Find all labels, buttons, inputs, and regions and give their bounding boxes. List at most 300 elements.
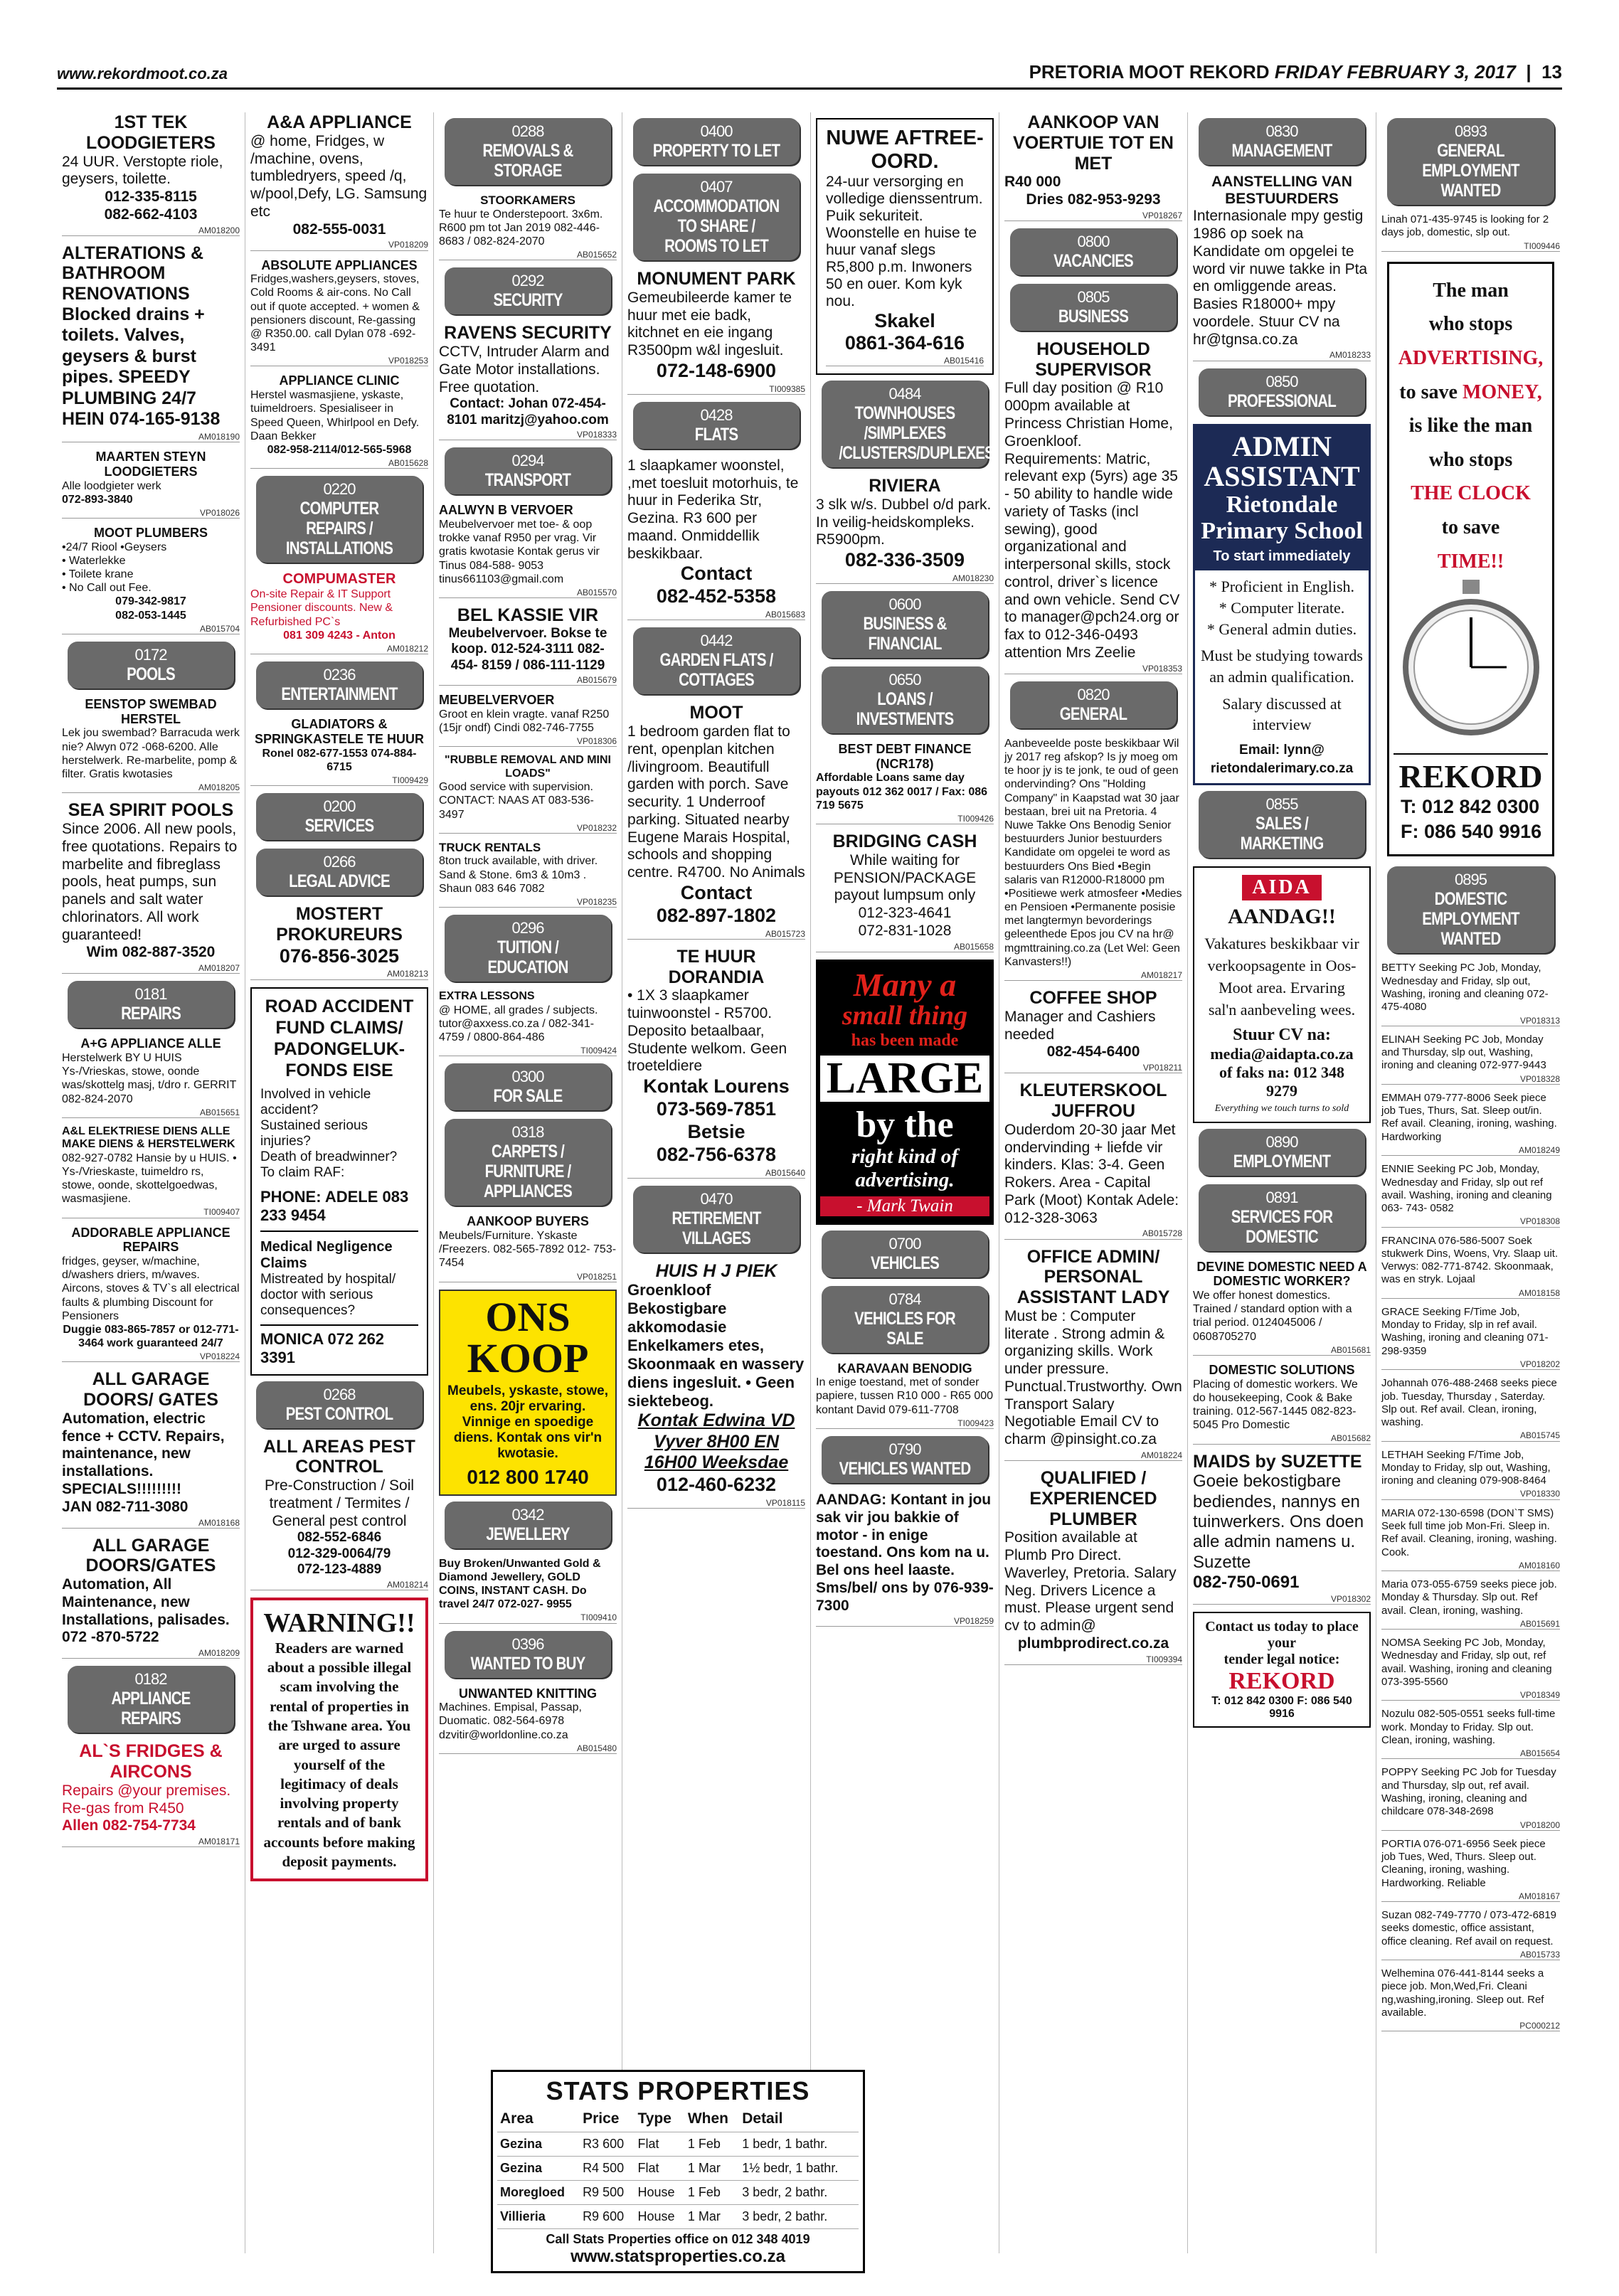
ad-website[interactable]: www.statsproperties.co.za [570,2247,785,2266]
ad-code: AB015691 [1381,1619,1560,1630]
ad-phone: 072-148-6900 [656,359,777,381]
ad-code: AB015654 [1381,1748,1560,1759]
ad-line: To start immediately [1213,548,1351,565]
section-title: VACANCIES [1053,250,1133,271]
ad-phone: MONICA 072 262 3391 [260,1329,385,1366]
ad-title: NUWE AFTREE-OORD. [826,127,984,173]
ad-body: @ home, Fridges, w /machine, ovens, tumbledryers, speed /q, w/pool,Defy, LG. Samsung etc [250,132,428,220]
section-number: 0895 [1455,871,1487,889]
ad-title: BEL KASSIE VIR [457,605,599,626]
column-header: Price [580,2106,635,2132]
ad-code: VP018308 [1381,1216,1560,1227]
classified-ad [1004,112,1182,221]
ad-website[interactable]: plumbprodirect.co.za [1017,1635,1169,1652]
ad-body: 1 slaapkamer woonstel, ,met toesluit motorhuis, te huur in Federika Str, Gezina. R3 600 per maand. Onmiddellik beskikbaar. [627,457,799,562]
ad-contact: Betsie [687,1120,745,1142]
ad-body: Goeie bekostigbare bediendes, nannys en tuinwerkers. Ons doen alle admin namens u. Suzette [1193,1472,1364,1572]
section-number: 0300 [511,1068,544,1086]
ad-phone: Allen 082-754-7734 [62,1817,196,1834]
table-cell: 1 bedr, 1 bathr. [739,2132,859,2157]
ad-body: Placing of domestic workers. We do housekeeping, Cook & Bake training. 012-567-1445 082-823-5045 Pro Domestic [1193,1378,1358,1432]
ad-title: DOMESTIC SOLUTIONS [1209,1362,1355,1377]
classified-ad [627,947,805,1179]
ad-title: KLEUTERSKOOL JUFFROU [1019,1080,1167,1122]
ad-title: MEUBELVERVOER [439,693,555,708]
ad-code: AM018224 [1004,1450,1182,1461]
classified-ad [62,450,240,519]
classifieds-columns [57,112,1565,2253]
rekord-contact-ad [1193,1612,1371,1728]
ad-title: BEST DEBT FINANCE (NCR178) [838,742,972,771]
ad-code: TI009424 [439,1046,617,1056]
ad-body: EMMAH 079-777-8006 Seek piece job Tues, Thurs, Sat. Sleep out/in. Ref avail. Cleaning, ironing, washing. Hardworking [1381,1091,1557,1143]
ad-code: VP018353 [1004,664,1182,674]
column-3 [434,112,622,2253]
ad-title: COMPUMASTER [282,571,396,588]
table-cell: 1 Mar [685,2205,739,2229]
table-header [497,2106,859,2132]
section-number: 0182 [134,1670,167,1689]
ad-code: VP018253 [250,356,428,366]
section-heading-security [445,267,611,314]
admin-assistant-ad [1193,424,1371,786]
classified-ad [1004,1468,1182,1665]
ad-contact: Contact: Johan 072-454-8101 maritzj@yahoo.com [447,396,609,427]
section-title: EMPLOYMENT [1233,1151,1331,1171]
ad-code: TI009429 [250,775,428,786]
table-cell: 1 Feb [685,2132,739,2157]
ad-body: Fridges,washers,geysers, stoves, Cold Rooms & air-cons. No Call out if quote accepted. + women & pensioners discount, Re-gassing @ R350.00. call Dylan 078 -692-3491 [250,273,420,354]
ad-body: Meubels/Furniture. Yskaste /Freezers. 082-565-7892 012- 753-7454 [439,1229,617,1270]
ad-code: VP018209 [250,240,428,250]
warning-body: Readers are warned about a possible illegal scam involving the rental of properties in the Tshwane area. You are urged to assure yourself of the legitimacy of deals involving property rentals and of bank accounts before making deposit payments. [263,1639,415,1871]
ad-phone: JAN 082-711-3080 [62,1498,189,1515]
section-number: 0790 [888,1440,921,1458]
section-number: 0172 [134,646,167,664]
ad-title: MOSTERT PROKUREURS [276,904,403,945]
ad-title: 1ST TEK LOODGIETERS [86,112,216,153]
section-title: TRANSPORT [484,470,571,491]
ad-code: AM018168 [62,1518,240,1529]
section-heading-townhouses [822,381,994,467]
ad-body: FRANCINA 076-586-5007 Soek stukwerk Dins, Woens, Vry. Slaap uit. Verwys: 082-771-8742. Skoonmaak, was en stryk. Lojaal [1381,1234,1559,1286]
section-heading-loans [822,666,988,733]
classified-ad [62,1536,240,1659]
site-url[interactable]: www.rekordmoot.co.za [57,65,228,83]
table-cell: R9 500 [580,2181,635,2205]
ad-code: AB015651 [62,1107,240,1118]
ad-code: VP018026 [62,508,240,519]
ad-body: AANDAG: Kontant in jou sak vir jou bakkie of motor - in enige toestand. Ons kom na u. Bel ons heel laaste. Sms/bel/ ons by 076-939-7300 [816,1491,994,1614]
column-1 [57,112,245,2253]
ad-title: MAIDS by SUZETTE [1193,1451,1362,1472]
ad-code: VP018313 [1381,1016,1560,1026]
ad-line: Stuur CV na: [1233,1025,1331,1044]
column-header: Area [497,2106,580,2132]
ad-phone: Dries 082-953-9293 [1026,191,1161,208]
ad-code: VP018200 [1381,1820,1560,1831]
ad-title: QUALIFIED / EXPERIENCED PLUMBER [1029,1468,1157,1529]
ad-contact: Contact [680,881,753,903]
mark-twain-ad [816,960,994,1225]
ad-body: Position available at Plumb Pro Direct. Waverley, Pretoria. Salary Neg. Drivers Licence a must. Please urgent send cv to admin@ [1004,1529,1177,1635]
ad-phone: Duggie 083-865-7857 or 012-771-3464 work guaranteed 24/7 [63,1323,239,1350]
section-heading-vehicles [822,1231,988,1277]
ad-body: Machines. Empisal, Passap, Duomatic. 082-564-6978 dzvitir@worldonline.co.za [439,1701,582,1741]
ad-phone: T: 012 842 0300 [1401,796,1540,818]
list-item [1381,962,1560,1026]
ad-line: Must be studying towards an admin qualification. [1201,647,1363,686]
section-heading-vehicles-for-sale [822,1286,988,1353]
ad-line: * Computer literate. [1219,599,1345,617]
ad-title: MONUMENT PARK [637,269,796,289]
section-heading-employment [1199,1129,1365,1176]
ad-body: 082-927-0782 Hansie by u HUIS. • Ys-/Vrieskaste, tuimeldro rs, stowe, oonde, skottelgoedwas, wasmasjiene. [62,1152,237,1206]
classified-ad [1193,1260,1371,1356]
ad-code: VP018330 [1381,1489,1560,1499]
list-item [1381,1449,1560,1500]
classified-ad [439,1557,617,1624]
classified-ad [62,112,240,236]
ad-body: Manager and Cashiers needed [1004,1008,1156,1043]
ad-phone: 079-342-9817 082-053-1445 [115,595,186,622]
ad-code: VP018259 [816,1616,994,1627]
ad-phone: Wim 082-887-3520 [86,944,216,961]
section-heading-garden-flats [633,627,800,694]
ad-code: AB015416 [826,356,984,366]
ad-body: In enige toestand, met of sonder papiere, tussen R10 000 - R65 000 kontant David 079-611-7708 [816,1376,994,1416]
list-item [1381,1306,1560,1370]
column-7 [1188,112,1376,2253]
stats-properties-ad [491,2070,865,2273]
classified-ad [1004,1247,1182,1462]
ad-body: Good service with supervision. CONTACT: NAAS AT 083-536-3497 [439,781,594,821]
section-number: 0484 [888,385,921,403]
ad-body: Repairs @your premises. Re-gas from R450 [62,1782,231,1817]
ad-code: TI009407 [62,1207,240,1218]
ad-fax: of faks na: 012 348 9279 [1219,1063,1344,1100]
ad-line: To claim RAF: [260,1164,345,1180]
section-number: 0220 [323,480,356,499]
ad-title: AANSTELLING VAN BESTUURDERS [1211,174,1352,208]
ad-line: to save [1399,381,1458,403]
section-title: PEST CONTROL [285,1403,393,1424]
ad-title: A+G APPLIANCE ALLE [80,1036,221,1051]
ad-code: AB015658 [816,942,994,952]
ad-code: AM018212 [250,644,428,654]
ad-code: AM018190 [62,432,240,442]
section-heading-repairs [68,981,234,1028]
ad-code: AM018158 [1381,1288,1560,1299]
section-number: 0342 [511,1505,544,1524]
ad-subtitle: Medical Negligence Claims [260,1238,393,1271]
classified-ad [439,754,617,834]
list-item [1381,1967,1560,2031]
classified-ad [439,990,617,1056]
ad-body: GRACE Seeking F/Time Job, Monday to Friday, slp in ref avail. Washing, ironing and cleaning 071-298-9359 [1381,1305,1549,1357]
ad-body: Maria 073-055-6759 seeks piece job. Monday & Thursday. Slp out. Ref avail. Clean, ironing, washing. [1381,1578,1557,1617]
section-number: 0805 [1077,287,1110,306]
section-heading-transport [445,447,611,494]
section-number: 0428 [700,405,733,424]
section-number: 0800 [1077,232,1110,250]
ad-body: Blocked drains + toilets. Valves, geysers & burst pipes. SPEEDY PLUMBING 24/7 HEIN 074-165-9138 [62,304,221,430]
section-heading-appliance-repairs [68,1666,234,1733]
ad-phone: 012-460-6232 [656,1473,777,1495]
classified-ad [250,717,428,786]
classified-ad [439,1214,617,1282]
section-title: DOMESTIC EMPLOYMENT WANTED [1422,889,1519,950]
ad-body: Groot en klein vragte. vanaf R250 (15jr ondf) Cindi 082-746-7755 [439,708,610,735]
ad-body: Te huur te Onderstepoort. 3x6m. R600 pm tot Jan 2019 082-446-8683 / 082-824-2070 [439,208,603,248]
ad-body: Automation, All Maintenance, new Installations, palisades. [62,1576,230,1628]
ad-title: AANKOOP VAN VOERTUIE TOT EN MET [1013,112,1174,174]
ad-email[interactable]: Email: lynn@ rietondalerimary.co.za [1210,743,1354,776]
section-title: LEGAL ADVICE [289,871,390,892]
stats-table [497,2106,859,2229]
ad-phone: PHONE: ADELE 083 233 9454 [260,1188,418,1232]
section-title: SALES / MARKETING [1240,814,1324,854]
aida-ad [1193,866,1371,1122]
section-title: ACCOMMODATION TO SHARE / ROOMS TO LET [653,196,780,256]
section-title: FLATS [694,424,738,445]
section-title: CARPETS / FURNITURE / APPLIANCES [484,1142,572,1202]
ad-body: MARIA 072-130-6598 (DON`T SMS) Seek full time job Mon-Fri. Sleep in. Ref avail. Cleaning, ironing, washing. Cook. [1381,1506,1557,1558]
ad-tagline: Everything we touch turns to sold [1214,1102,1349,1114]
ad-line: advertising. [855,1168,955,1191]
ad-body: Since 2006. All new pools, free quotations. Repairs to marbelite and fibreglass pools, heat pumps, sun panels and salt water chlorinators. All work guaranteed! [62,821,238,943]
rekord-logo: REKORD [1394,753,1548,795]
section-title: JEWELLERY [486,1524,570,1544]
ad-code: VP018328 [1381,1074,1560,1085]
ad-phone: 012 800 1740 [467,1465,589,1488]
ad-line: THE CLOCK [1411,482,1531,505]
classified-ad [250,904,428,980]
ad-body: 24-uur versorging en volledige dienssentrum. Puik sekuriteit. Woonstelle en huise te huur vanaf slegs R5,800 p.m. Inwoners 50 en ouer. Kom kyk nou. [826,174,983,309]
classified-ad [439,1686,617,1754]
section-heading-removals [445,118,611,185]
column-4 [622,112,811,2253]
ad-line: * Proficient in English. [1209,578,1355,596]
section-title: GARDEN FLATS / COTTAGES [659,650,773,691]
ad-phone: 073-569-7851 [656,1098,777,1120]
classified-ad [439,193,617,260]
table-cell: 1 Mar [685,2157,739,2181]
ad-body: Automation, electric fence + CCTV. Repairs, maintenance, new installations. SPECIALS!!!!!!!!! [62,1410,225,1497]
section-heading-for-sale [445,1063,611,1110]
section-number: 0266 [323,853,356,871]
section-title: MANAGEMENT [1231,141,1332,161]
ad-code: VP018251 [439,1272,617,1282]
ad-body: Full day position @ R10 000pm available at Princess Christian Home, Groenkloof. Requirements: Matric, relevant exp (5yrs) age 35 - 50 ability to handle wide variety of Tasks (incl sewing), good organizational and interpersonal skills, stock control, driver`s licence and own vehicle. Send CV to manager@pch24.org or fax to 012-346-0493 attention Mrs Zeelie [1004,380,1180,661]
section-title: ENTERTAINMENT [281,684,398,705]
ad-line: has been made [851,1031,959,1051]
ad-title: ONS KOOP [467,1293,589,1381]
ad-body: 24 UUR. Verstopte riole, geysers, toilette. [62,153,223,188]
table-cell: Villieria [497,2205,580,2229]
section-number: 0442 [700,632,733,650]
ad-code: VP018306 [439,736,617,747]
ad-title: DEVINE DOMESTIC NEED A DOMESTIC WORKER? [1196,1259,1367,1289]
ad-body: Buy Broken/Unwanted Gold & Diamond Jewellery, GOLD COINS, INSTANT CASH. Do travel 24/7 072-027- 9955 [439,1557,601,1611]
ad-phone: 012-335-8115 082-662-4103 [104,188,198,223]
ad-contact: Contact [680,563,753,585]
ad-line: TIME!! [1437,550,1504,573]
classified-ad [250,258,428,367]
ad-code: TI009410 [439,1612,617,1623]
classified-ad [62,1741,240,1847]
list-item [1381,1507,1560,1571]
section-title: PROPERTY TO LET [652,141,780,161]
ad-body: LETHAH Seeking F/Time Job, Monday to Friday, slp out, Washing, ironing and cleaning 079-908-8464 [1381,1448,1551,1487]
table-cell: R9 600 [580,2205,635,2229]
ad-title: ALTERATIONS & BATHROOM RENOVATIONS [62,243,204,304]
list-item [1381,1235,1560,1299]
ad-contact: Kontak Edwina VD Vyver 8H00 EN 16H00 Weeksdae [637,1410,795,1473]
ad-line: by the [856,1104,954,1145]
section-heading-wanted-to-buy [445,1631,611,1678]
classified-ad [62,243,240,442]
ad-body: Alle loodgieter werk [62,479,161,492]
list-item [1381,1838,1560,1902]
ad-body: ENNIE Seeking PC Job, Monday, Wednesday and Friday, slp out ref avail. Washing, ironing and cleaning 063- 743- 0582 [1381,1163,1552,1215]
ad-line: Death of breadwinner? [260,1149,398,1164]
section-title: LOANS / INVESTMENTS [856,689,954,730]
ad-body: NOMSA Seeking PC Job, Monday, Wednesday and Friday, slp out, ref avail. Washing, ironing and cleaning 073-395-5560 [1381,1637,1552,1688]
section-heading-furniture [445,1119,611,1206]
section-heading-tuition [445,915,611,982]
ad-code: AB015628 [250,458,428,469]
section-heading-flats [633,402,800,449]
road-accident-ad [250,987,428,1376]
table-cell: Flat [635,2132,684,2157]
section-heading-accommodation [633,174,800,260]
ad-line: MONEY, [1462,381,1542,403]
ad-phone: 082-750-0691 [1193,1572,1300,1592]
ad-code: AM018171 [62,1837,240,1847]
ad-body: Nozulu 082-505-0551 seeks full-time work. Monday to Friday. Slp out. Clean, ironing, washing. [1381,1708,1556,1746]
classified-ad [62,800,240,974]
ad-line: Call Stats Properties office on 012 348 4019 [546,2232,810,2246]
classified-ad [250,571,428,654]
section-number: 0396 [511,1635,544,1653]
ad-line: The man [1433,279,1509,302]
classified-ad [62,1036,240,1118]
table-cell: 3 bedr, 2 bathr. [739,2181,859,2205]
section-title: COMPUTER REPAIRS / INSTALLATIONS [285,499,393,559]
section-number: 0850 [1265,372,1298,390]
ad-body: Groenkloof Bekostigbare akkomodasie Enkelkamers etes, Skoonmaak en wassery diens ingesluit. • Geen siektebeog. [627,1281,805,1410]
ad-title: APPLIANCE CLINIC [279,373,400,388]
ad-code: TI009426 [816,814,994,824]
ad-line: to save [1441,516,1500,538]
ad-title: ROAD ACCIDENT FUND CLAIMS/ PADONGELUK-FONDS EISE [265,996,414,1080]
ad-body: Vakatures beskikbaar vir verkoopsagente in Oos-Moot area. Ervaring sal'n aanbeveling wees. [1204,935,1359,1019]
section-number: 0855 [1265,795,1298,814]
ad-body: POPPY Seeking PC Job for Tuesday and Thursday, slp out, ref avail. Washing, ironing, cleaning and childcare 078-348-2698 [1381,1766,1556,1818]
ad-code: AB015723 [627,929,805,940]
ad-code: TI009385 [627,384,805,395]
warning-notice [250,1598,428,1882]
ad-contact: Skakel [874,310,935,331]
section-number: 0820 [1077,685,1110,703]
ad-code: AM018200 [62,225,240,236]
ad-body: @ HOME, all grades / subjects. tutor@axxess.co.za / 082-341-4759 / 0800-864-486 [439,1004,598,1043]
section-heading-jewellery [445,1502,611,1548]
ad-line: - Mark Twain [820,1196,989,1216]
ad-title: TRUCK RENTALS [439,840,541,854]
table-cell: 1 Feb [685,2181,739,2205]
section-heading-business [1010,284,1177,331]
section-number: 0893 [1455,122,1487,140]
classified-ad [439,693,617,747]
issue-date: FRIDAY FEBRUARY 3, 2017 [1274,61,1516,83]
section-title: VEHICLES [871,1253,939,1273]
ad-phone: 082-897-1802 [656,904,777,926]
section-heading-services [256,793,423,840]
page-masthead: PRETORIA MOOT REKORD FRIDAY FEBRUARY 3, 2017 | 13 [1029,61,1562,83]
classified-ad [250,112,428,251]
list-item [1381,1578,1560,1630]
classified-ad [1004,1080,1182,1239]
ad-body: While waiting for PENSION/PACKAGE payout lumpsum only [833,851,977,904]
classified-ad [1193,174,1371,361]
ad-line: small thing [842,1001,968,1031]
list-item [1381,1909,1560,1960]
ad-title: ADDORABLE APPLIANCE REPAIRS [71,1225,230,1255]
ad-body: Ouderdom 20-30 jaar Met ondervinding + liefde vir kinders. Klas: 3-4. Geen Rokers. Area - Capital Park (Moot) Kontak Adele: 012-328-3063 [1004,1121,1179,1226]
section-number: 0200 [323,797,356,816]
list-item [1381,1092,1560,1156]
classified-ad [1193,1452,1371,1605]
ad-line: who stops [1428,313,1513,336]
ad-phone: 082-452-5358 [656,585,777,607]
column-header: Detail [739,2106,859,2132]
section-title: BUSINESS [1058,306,1129,326]
classified-ad [1004,737,1182,981]
ad-contact: Kontak Lourens [643,1075,790,1097]
ad-phone: 082-756-6378 [656,1143,777,1165]
ad-code: VP018202 [1381,1359,1560,1370]
ad-title: AANKOOP BUYERS [467,1214,589,1229]
section-title: APPLIANCE REPAIRS [111,1689,191,1729]
classified-ad [1381,213,1560,252]
section-heading-property-to-let [633,118,800,165]
ad-code: AB015682 [1193,1433,1371,1444]
ad-code: TI009423 [816,1418,994,1429]
classified-ad [250,373,428,469]
ad-code: AM018167 [1381,1891,1560,1902]
table-cell: House [635,2181,684,2205]
ad-email[interactable]: media@aidapta.co.za [1210,1044,1354,1063]
ad-body: Must be : Computer literate . Strong admin & organizing skills. Work under pressure. Punctual.Trustworthy. Own Transport Salary Negotiable Email CV to charm @pinsight.co.za [1004,1307,1182,1448]
list-item [1381,1377,1560,1441]
ad-code: TI009446 [1381,241,1560,252]
column-5 [811,112,999,2253]
section-heading-domestic-services [1199,1184,1365,1251]
section-heading-retirement [633,1186,800,1253]
ad-title: MOOT [689,703,743,723]
ad-title: AL`S FRIDGES & AIRCONS [79,1741,223,1782]
table-cell: Moregloed [497,2181,580,2205]
section-title: REMOVALS & STORAGE [482,141,573,181]
ad-code: PC000212 [1381,2021,1560,2031]
section-heading-pools [68,642,234,689]
section-heading-general-employment-wanted [1387,118,1554,205]
classified-ad [816,1492,994,1627]
ad-body: 8ton truck available, with driver. Sand & Stone. 6m3 & 10m3 . Shaun 083 646 7082 [439,855,598,895]
ad-fax: F: 086 540 9916 [1401,821,1542,843]
